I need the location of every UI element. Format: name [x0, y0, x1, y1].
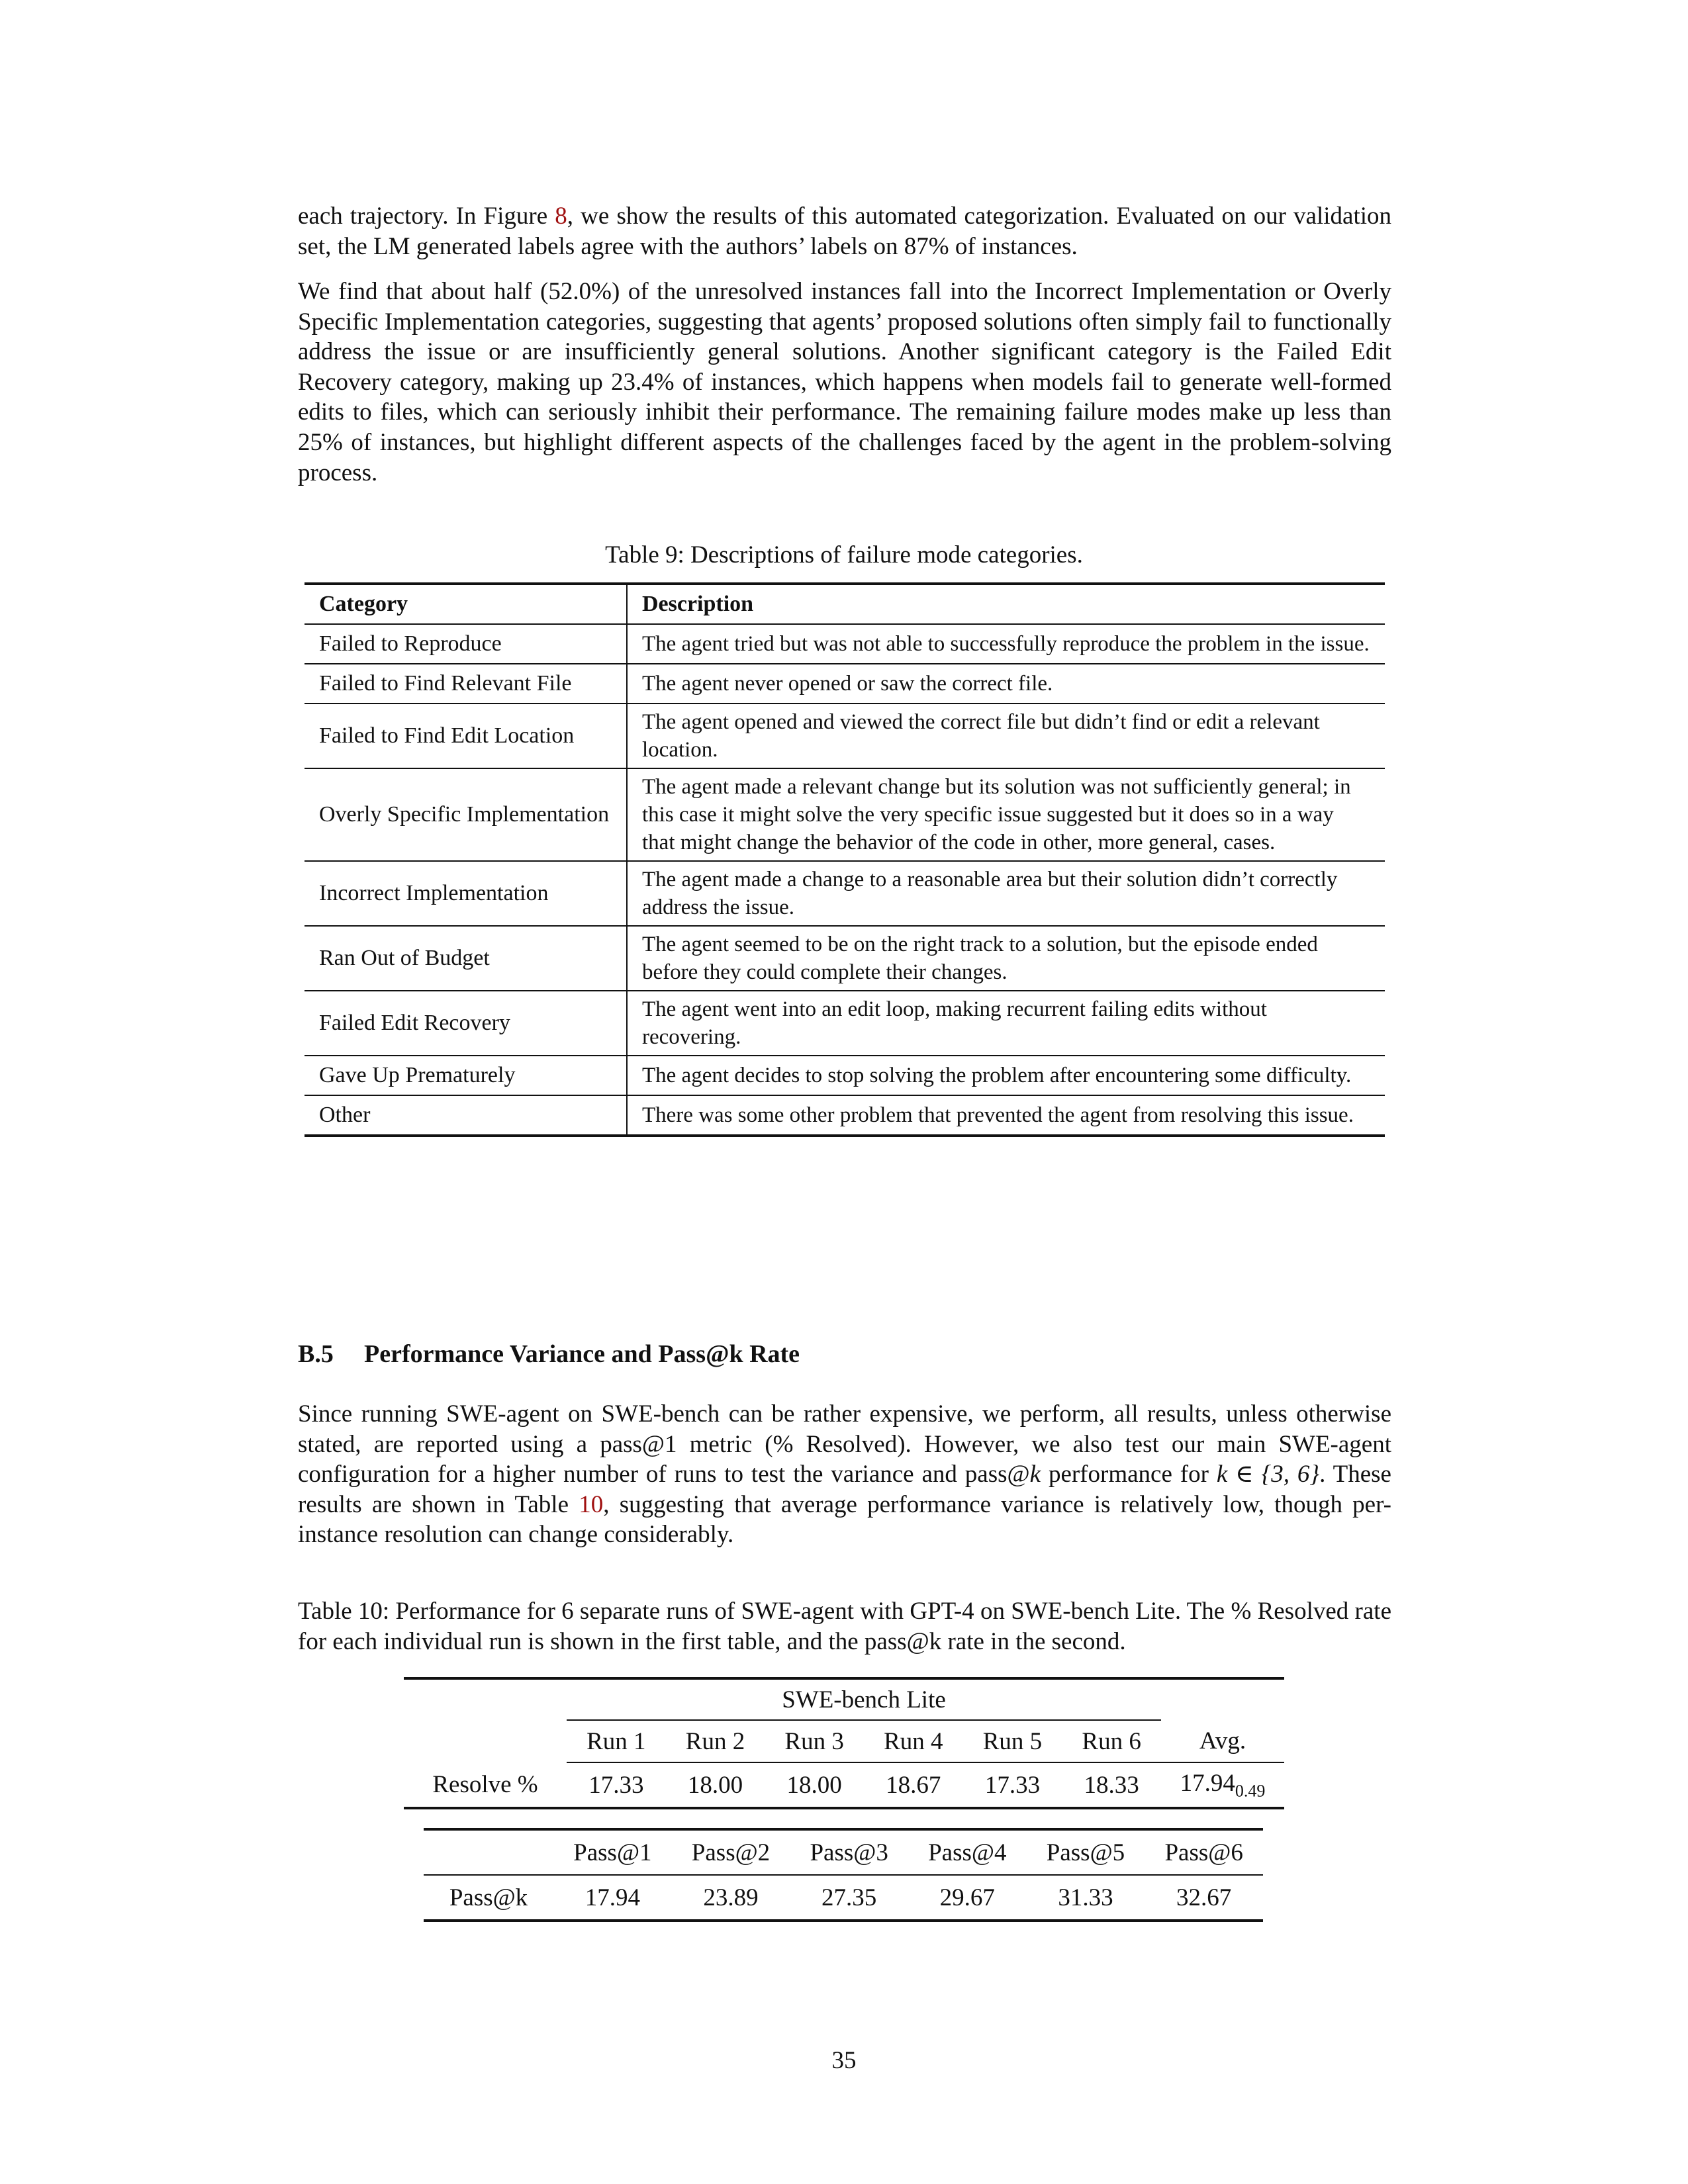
table10-caption: Table 10: Performance for 6 separate runs of SWE-agent with GPT-4 on SWE-bench Lite. The % Resolved rate for each individual run is shown in the first table, and the pass@k rate in the second.: [298, 1598, 1391, 1655]
pass-value: 32.67: [1145, 1875, 1263, 1921]
section-heading: [298, 1340, 800, 1369]
benchmark-label: SWE-bench Lite: [567, 1678, 1161, 1720]
description-cell: The agent tried but was not able to successfully reproduce the problem in the issue.: [642, 632, 1370, 656]
run-header: Run 2: [666, 1720, 765, 1762]
empty-cell: [404, 1678, 567, 1720]
pass-value: 27.35: [790, 1875, 908, 1921]
table-row: [305, 768, 1385, 861]
pass-header: Pass@6: [1145, 1829, 1263, 1875]
pass-header: Pass@3: [790, 1829, 908, 1875]
pass-value: 23.89: [672, 1875, 790, 1921]
category-cell: Ran Out of Budget: [305, 926, 627, 991]
pass-header: Pass@2: [672, 1829, 790, 1875]
section-number: B.5: [298, 1340, 334, 1368]
avg-value: 17.94: [1180, 1769, 1235, 1797]
table-row: [305, 926, 1385, 991]
category-cell: Overly Specific Implementation: [305, 768, 627, 861]
text-span: Since running SWE-agent on SWE-bench can be rather expensive, we perform, all results, unless otherwise stated, are reported using a pass@1 metric (% Resolved). However, we also test our main SWE-agent configuration for a higher number of runs to test the variance and pass@: [298, 1400, 1391, 1488]
text-span: . These results are shown in Table: [298, 1461, 1391, 1518]
category-cell: Incorrect Implementation: [305, 861, 627, 926]
text-span: each trajectory. In Figure: [298, 203, 555, 230]
description-cell: The agent made a change to a reasonable area but their solution didn’t correctly address the issue.: [642, 868, 1338, 919]
empty-cell: [424, 1829, 553, 1875]
category-cell: Failed Edit Recovery: [305, 991, 627, 1056]
table-header-row: [305, 584, 1385, 624]
resolve-value: 17.33: [963, 1762, 1062, 1808]
pass-header: Pass@5: [1027, 1829, 1145, 1875]
description-cell: The agent seemed to be on the right track to a solution, but the episode ended before they could complete their changes.: [642, 933, 1318, 984]
table-row: [305, 704, 1385, 768]
paragraph-failure-analysis: We find that about half (52.0%) of the unresolved instances fall into the Incorrect Implementation or Overly Specific Implementation categories, suggesting that agents’ proposed solutions often simply fail to functionally address the issue or are insufficiently general solutions. Another significant category is the Failed Edit Recovery category, making up 23.4% of instances, which happens when models fail to generate well-formed edits to files, which can seriously inhibit their performance. The remaining failure modes make up less than 25% of instances, but highlight different aspects of the challenges faced by the agent in the problem-solving process.: [298, 278, 1391, 486]
table-row: [305, 1095, 1385, 1136]
avg-std: 0.49: [1235, 1781, 1266, 1801]
description-cell: The agent decides to stop solving the problem after encountering some difficulty.: [642, 1064, 1352, 1087]
paragraph-variance: [298, 1399, 1391, 1550]
table-ref-link[interactable]: 10: [579, 1490, 604, 1518]
description-cell: There was some other problem that prevented the agent from resolving this issue.: [642, 1103, 1354, 1127]
table9-caption: Table 9: Descriptions of failure mode categories.: [605, 541, 1083, 569]
resolve-value: 18.67: [864, 1762, 963, 1808]
pass-header: Pass@1: [553, 1829, 672, 1875]
benchmark-header-row: [404, 1678, 1284, 1720]
resolve-value: 18.00: [666, 1762, 765, 1808]
resolve-rate-table: [404, 1677, 1284, 1809]
math-set: k ∈ {3, 6}: [1216, 1461, 1320, 1488]
category-cell: Gave Up Prematurely: [305, 1056, 627, 1095]
resolve-value: 17.33: [567, 1762, 666, 1808]
row-label: Pass@k: [424, 1875, 553, 1921]
figure-ref-link[interactable]: 8: [555, 203, 567, 230]
text-span: , suggesting that average performance variance is relatively low, though per-instance resolution can change considerably.: [298, 1490, 1391, 1549]
category-cell: Failed to Find Edit Location: [305, 704, 627, 768]
column-header-description: Description: [642, 592, 754, 616]
category-cell: Failed to Find Relevant File: [305, 664, 627, 704]
table-row: [305, 991, 1385, 1056]
pass-value: 29.67: [908, 1875, 1027, 1921]
avg-header: Avg.: [1161, 1678, 1284, 1762]
description-cell: The agent never opened or saw the correct file.: [642, 672, 1053, 696]
category-cell: Other: [305, 1095, 627, 1136]
run-header: Run 4: [864, 1720, 963, 1762]
math-k: k: [1029, 1461, 1041, 1488]
table-row: [305, 624, 1385, 664]
text-span: , we show the results of this automated categorization. Evaluated on our validation set, the LM generated labels agree with the authors’ labels on 87% of instances.: [298, 203, 1392, 260]
avg-value-cell: [1161, 1762, 1284, 1808]
paragraph-categorization-results: [298, 201, 1391, 261]
table-row: [305, 664, 1385, 704]
page-number: 35: [831, 2047, 857, 2074]
table-row: [305, 1056, 1385, 1095]
description-cell: The agent made a relevant change but its solution was not sufficiently general; in this case it might solve the very specific issue suggested but it does so in a way that might change the behavior of the code in other, more general, cases.: [642, 775, 1351, 854]
category-cell: Failed to Reproduce: [305, 624, 627, 664]
pass-at-k-table: [424, 1828, 1263, 1922]
run-header-row: [404, 1720, 1284, 1762]
row-label: Resolve %: [404, 1762, 567, 1808]
empty-cell: [404, 1720, 567, 1762]
description-cell: The agent went into an edit loop, making recurrent failing edits without recovering.: [642, 997, 1267, 1049]
resolve-row: [404, 1762, 1284, 1808]
run-header: Run 3: [765, 1720, 864, 1762]
resolve-value: 18.33: [1062, 1762, 1161, 1808]
table-row: [305, 861, 1385, 926]
description-cell: The agent opened and viewed the correct file but didn’t find or edit a relevant location.: [642, 710, 1320, 762]
column-header-category: Category: [305, 584, 627, 624]
text-span: performance for: [1041, 1461, 1217, 1488]
pass-header-row: [424, 1829, 1263, 1875]
run-header: Run 5: [963, 1720, 1062, 1762]
run-header: Run 6: [1062, 1720, 1161, 1762]
run-header: Run 1: [567, 1720, 666, 1762]
failure-modes-table: [305, 582, 1385, 1137]
section-title: Performance Variance and Pass@k Rate: [364, 1340, 800, 1368]
pass-value: 17.94: [553, 1875, 672, 1921]
pass-value: 31.33: [1027, 1875, 1145, 1921]
pass-header: Pass@4: [908, 1829, 1027, 1875]
pass-row: [424, 1875, 1263, 1921]
resolve-value: 18.00: [765, 1762, 864, 1808]
